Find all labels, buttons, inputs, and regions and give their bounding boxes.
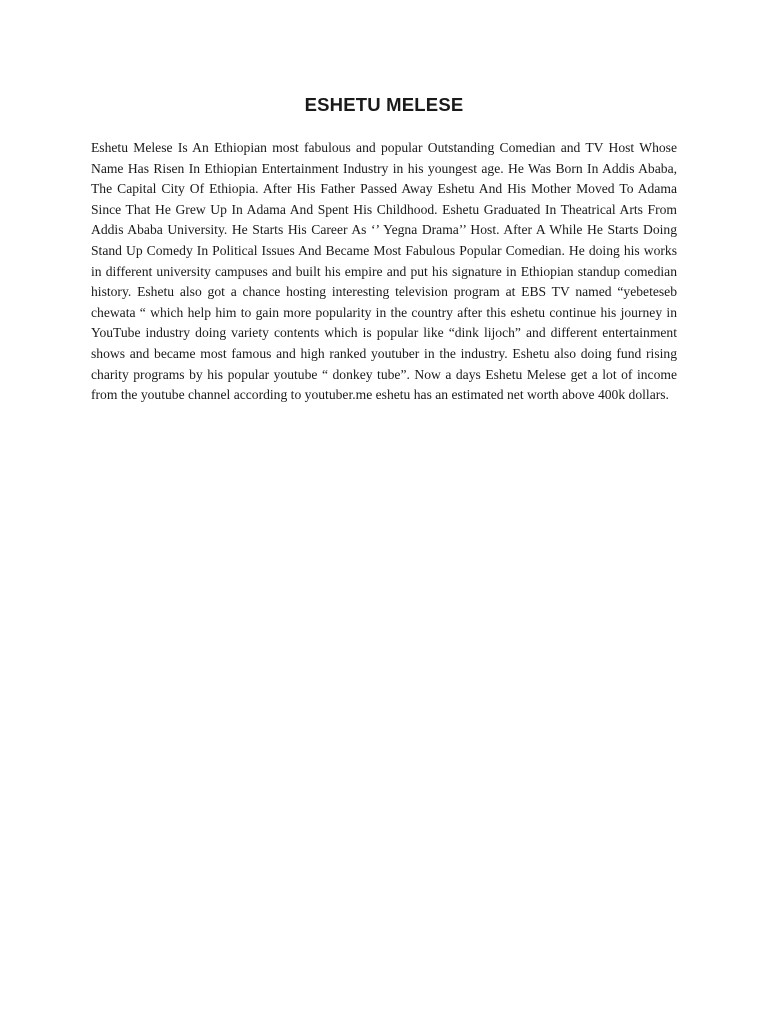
document-title: ESHETU MELESE — [304, 94, 464, 115]
body-paragraph: Eshetu Melese Is An Ethiopian most fabulous and popular Outstanding Comedian and TV Host Whose Name Has Risen In Ethiopian Entertainment Industry in his youngest age. He Was Born In Addis Ababa, The Capital City Of Ethiopia. After His Father Passed Away Eshetu And His Mother Moved To Adama Since That He Grew Up In Adama And Spent His Childhood. Eshetu Graduated In Theatrical Arts From Addis Ababa University. He Starts His Career As ‘’ Yegna Drama’’ Host. After A While He Starts Doing Stand Up Comedy In Political Issues And Became Most Fabulous Popular Comedian. He doing his works in different university campuses and built his empire and put his signature in Ethiopian standup comedian history. Eshetu also got a chance hosting interesting television program at EBS TV named “yebeteseb chewata “ which help him to gain more popularity in the country after this eshetu continue his journey in YouTube industry doing variety contents which is popular like “dink lijoch” and different entertainment shows and became most famous and high ranked youtuber in the industry. Eshetu also doing fund rising charity programs by his popular youtube “ donkey tube”. Now a days Eshetu Melese get a lot of income from the youtube channel according to youtuber.me eshetu has an estimated net worth above 400k dollars. — [91, 140, 677, 403]
